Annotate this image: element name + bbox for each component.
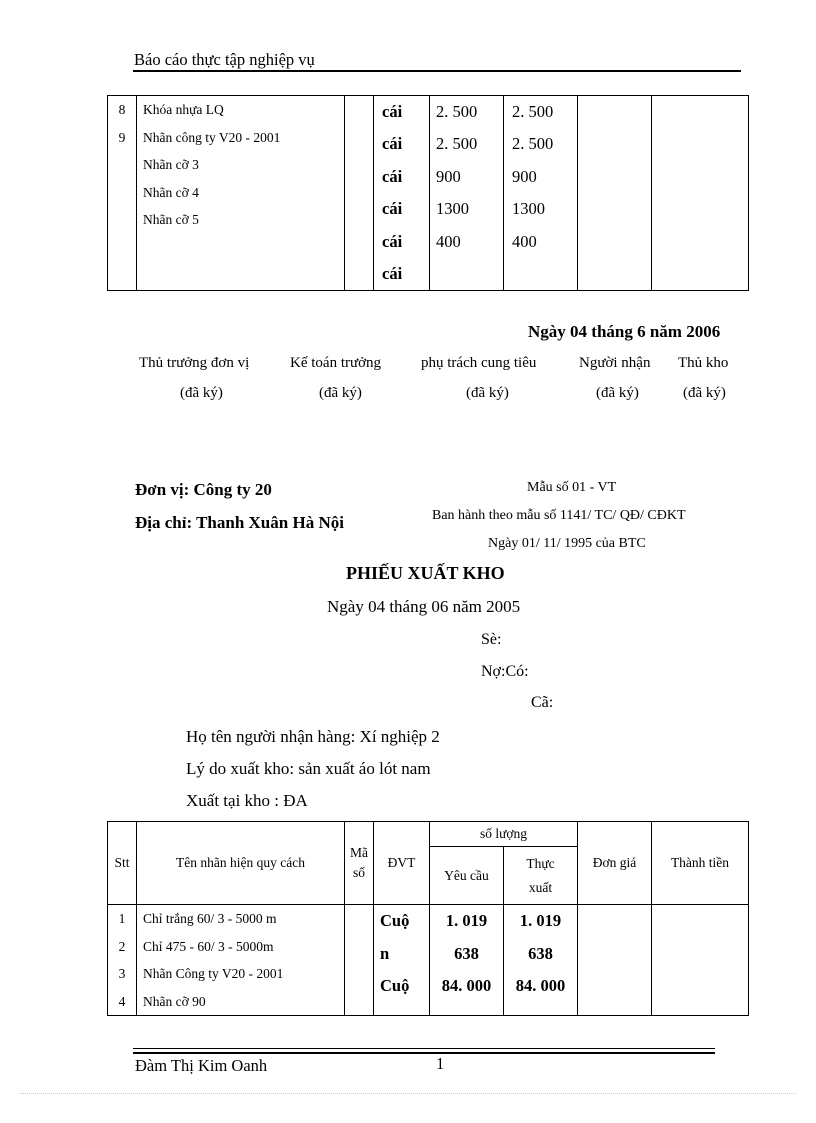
form-issued: Ban hành theo mẫu số 1141/ TC/ QĐ/ CĐKT [432,508,686,523]
header-total: Thành tiền [652,822,749,905]
total-cell [652,96,749,291]
unit-value: cái [382,134,403,154]
slip-title: PHIẾU XUẤT KHO [346,563,505,583]
slip-debit-credit: Nợ:Có: [481,663,529,680]
header-stt: Stt [108,822,137,905]
item-name-cell [137,96,345,291]
item-name: Nhãn Công ty V20 - 2001 [143,966,284,981]
signed-storekeeper: (đã ký) [683,385,726,401]
header-rule [133,70,741,72]
header-unit: ĐVT [374,822,430,905]
page-number: 1 [436,1054,445,1073]
item-name: Nhãn cỡ 90 [143,993,206,1009]
slip-number: Sè: [481,631,502,648]
footer-rule-thick [133,1052,715,1054]
stt-value: 2 [118,938,126,954]
stt-value: 3 [118,966,126,981]
role-storekeeper: Thủ kho [678,355,729,371]
stt-cell [108,905,137,1016]
unit-org: Đơn vị: Công ty 20 [135,480,272,499]
form-number: Mẫu số 01 - VT [527,480,617,495]
issue-reason: Lý do xuất kho: sản xuất áo lót nam [186,759,431,778]
issue-warehouse: Xuất tại kho : ĐA [186,791,308,810]
actual-cell [504,96,578,291]
page-header-title: Báo cáo thực tập nghiệp vụ [134,50,315,69]
total-cell [652,905,749,1016]
requested-value: 900 [436,166,461,186]
requested-value: 1. 019 [445,911,488,930]
item-name: Nhãn công ty V20 - 2001 [143,129,281,145]
actual-cell [504,905,578,1016]
signed-chief-accountant: (đã ký) [319,385,362,401]
page-edge [20,1093,796,1094]
stt-value: 4 [118,993,126,1009]
item-name: Chỉ trắng 60/ 3 - 5000 m [143,911,277,926]
stt-value: 1 [118,911,126,926]
requested-value: 1300 [436,199,469,219]
items-table-continued [107,95,749,291]
unit-cell [374,96,430,291]
item-name: Nhãn cỡ 4 [143,184,199,200]
issue-items-table [107,821,749,1016]
role-chief-accountant: Kế toán trưởng [290,355,382,371]
actual-value: 2. 500 [512,102,554,121]
signed-receiver: (đã ký) [596,385,639,401]
actual-value: 2. 500 [512,134,554,154]
unit-value: Cuộ [380,911,410,930]
unit-cell [374,905,430,1016]
item-name: Chỉ 475 - 60/ 3 - 5000m [143,938,274,954]
footer-author: Đàm Thị Kim Oanh [135,1056,268,1075]
actual-value: 84. 000 [515,976,566,995]
actual-value: 1300 [512,199,545,219]
unit-value: cái [382,166,403,186]
actual-value: 900 [512,166,537,186]
unit-value: cái [382,231,403,251]
requested-cell [430,96,504,291]
requested-value: 2. 500 [436,134,478,154]
stt-value: 9 [118,129,126,145]
receiver-name: Họ tên người nhận hàng: Xí nghiệp 2 [186,727,440,746]
header-requested: Yêu cầu [430,847,504,905]
unit-value: cái [382,102,403,121]
price-cell [578,96,652,291]
requested-value: 638 [454,943,479,963]
item-name: Nhãn cỡ 5 [143,212,199,227]
unit-value: n [380,943,390,963]
actual-value: 638 [528,943,553,963]
requested-value: 2. 500 [436,102,478,121]
price-cell [578,905,652,1016]
header-code: Mã số [345,822,374,905]
actual-value: 400 [512,231,537,251]
requested-cell [430,905,504,1016]
item-name-cell [137,905,345,1016]
slip-date: Ngày 04 tháng 06 năm 2005 [327,597,521,616]
role-receiver: Người nhận [579,355,651,371]
unit-value: Cuộ [380,976,410,995]
header-actual: Thực xuất [504,847,578,905]
code-cell [345,905,374,1016]
unit-value: cái [382,199,403,219]
header-price: Đơn giá [578,822,652,905]
actual-value: 1. 019 [519,911,562,930]
form-issued-date: Ngày 01/ 11/ 1995 của BTC [488,536,646,551]
code-cell [345,96,374,291]
header-quantity: số lượng [430,822,578,847]
signed-supply-manager: (đã ký) [466,385,509,401]
role-supply-manager: phụ trách cung tiêu [421,355,537,371]
item-name: Nhãn cỡ 3 [143,157,199,172]
stt-value: 8 [118,102,126,117]
unit-value: cái [382,264,403,284]
item-name: Khóa nhựa LQ [143,102,224,117]
signed-director: (đã ký) [180,385,223,401]
requested-value: 400 [436,231,461,251]
signature-date: Ngày 04 tháng 6 năm 2006 [528,322,721,341]
requested-value: 84. 000 [441,976,492,995]
stt-cell [108,96,137,291]
slip-ca: Cã: [531,694,554,711]
footer-rule [133,1048,715,1049]
unit-address: Địa chỉ: Thanh Xuân Hà Nội [135,513,344,532]
header-name: Tên nhãn hiện quy cách [137,822,345,905]
role-director: Thủ trưởng đơn vị [139,355,250,371]
